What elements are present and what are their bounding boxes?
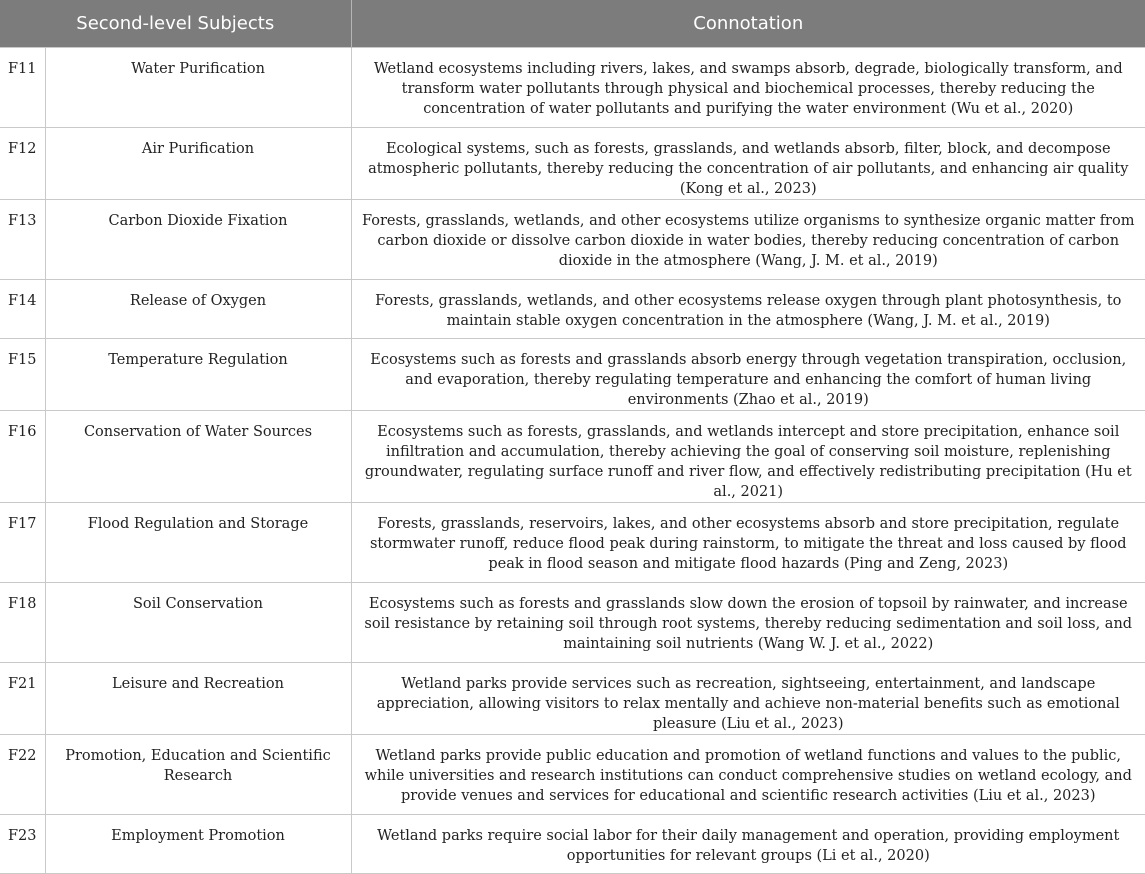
table-row: [0, 815, 1145, 874]
row-connotation: Wetland parks provide services such as recreation, sightseeing, entertainment, and landscape appreciation, allowing visitors to relax mentally and achieve non-material benefits such as emotional pleasure (Liu et al., 2023): [351, 663, 1145, 735]
row-subject: Carbon Dioxide Fixation: [45, 200, 351, 280]
row-subject: Release of Oxygen: [45, 280, 351, 339]
row-id: F21: [0, 663, 45, 735]
row-id: F23: [0, 815, 45, 874]
row-id: F22: [0, 735, 45, 815]
row-subject: Temperature Regulation: [45, 339, 351, 411]
header-connotation: Connotation: [351, 0, 1145, 48]
row-subject: Soil Conservation: [45, 583, 351, 663]
row-id: F14: [0, 280, 45, 339]
row-connotation: Forests, grasslands, reservoirs, lakes, and other ecosystems absorb and store precipitation, regulate stormwater runoff, reduce flood peak during rainstorm, to mitigate the threat and loss caused by flood peak in flood season and mitigate flood hazards (Ping and Zeng, 2023): [351, 503, 1145, 583]
row-id: F15: [0, 339, 45, 411]
table-row: [0, 280, 1145, 339]
table-row: [0, 128, 1145, 200]
table-row: [0, 735, 1145, 815]
row-subject: Flood Regulation and Storage: [45, 503, 351, 583]
row-subject: Promotion, Education and Scientific Research: [45, 735, 351, 815]
row-subject: Leisure and Recreation: [45, 663, 351, 735]
table-row: [0, 48, 1145, 128]
row-connotation: Wetland ecosystems including rivers, lakes, and swamps absorb, degrade, biologically transform, and transform water pollutants through physical and biochemical processes, thereby reducing the concentration of water pollutants and purifying the water environment (Wu et al., 2020): [351, 48, 1145, 128]
header-second-level-subjects: Second-level Subjects: [0, 0, 351, 48]
table-row: [0, 503, 1145, 583]
table-row: [0, 411, 1145, 503]
row-connotation: Ecosystems such as forests and grasslands slow down the erosion of topsoil by rainwater, and increase soil resistance by retaining soil through root systems, thereby reducing sedimentation and soil loss, and maintaining soil nutrients (Wang W. J. et al., 2022): [351, 583, 1145, 663]
table-row: [0, 200, 1145, 280]
row-subject: Employment Promotion: [45, 815, 351, 874]
row-connotation: Ecosystems such as forests, grasslands, and wetlands intercept and store precipitation, enhance soil infiltration and accumulation, thereby achieving the goal of conserving soil moisture, replenishing groundwater, regulating surface runoff and river flow, and effectively redistributing precipitation (Hu et al., 2021): [351, 411, 1145, 503]
row-id: F18: [0, 583, 45, 663]
row-connotation: Wetland parks provide public education and promotion of wetland functions and values to the public, while universities and research institutions can conduct comprehensive studies on wetland ecology, and provide venues and services for educational and scientific research activities (Liu et al., 2023): [351, 735, 1145, 815]
row-id: F17: [0, 503, 45, 583]
row-id: F13: [0, 200, 45, 280]
row-id: F16: [0, 411, 45, 503]
table-header: [0, 0, 1145, 48]
table-row: [0, 663, 1145, 735]
row-subject: Water Purification: [45, 48, 351, 128]
row-connotation: Forests, grasslands, wetlands, and other ecosystems release oxygen through plant photosynthesis, to maintain stable oxygen concentration in the atmosphere (Wang, J. M. et al., 2019): [351, 280, 1145, 339]
row-subject: Conservation of Water Sources: [45, 411, 351, 503]
row-connotation: Ecosystems such as forests and grasslands absorb energy through vegetation transpiration, occlusion, and evaporation, thereby regulating temperature and enhancing the comfort of human living environments (Zhao et al., 2019): [351, 339, 1145, 411]
row-connotation: Forests, grasslands, wetlands, and other ecosystems utilize organisms to synthesize organic matter from carbon dioxide or dissolve carbon dioxide in water bodies, thereby reducing concentration of carbon dioxide in the atmosphere (Wang, J. M. et al., 2019): [351, 200, 1145, 280]
row-connotation: Ecological systems, such as forests, grasslands, and wetlands absorb, filter, block, and decompose atmospheric pollutants, thereby reducing the concentration of air pollutants, and enhancing air quality (Kong et al., 2023): [351, 128, 1145, 200]
table-row: [0, 339, 1145, 411]
row-connotation: Wetland parks require social labor for their daily management and operation, providing employment opportunities for relevant groups (Li et al., 2020): [351, 815, 1145, 874]
row-id: F12: [0, 128, 45, 200]
row-id: F11: [0, 48, 45, 128]
row-subject: Air Purification: [45, 128, 351, 200]
table-row: [0, 583, 1145, 663]
